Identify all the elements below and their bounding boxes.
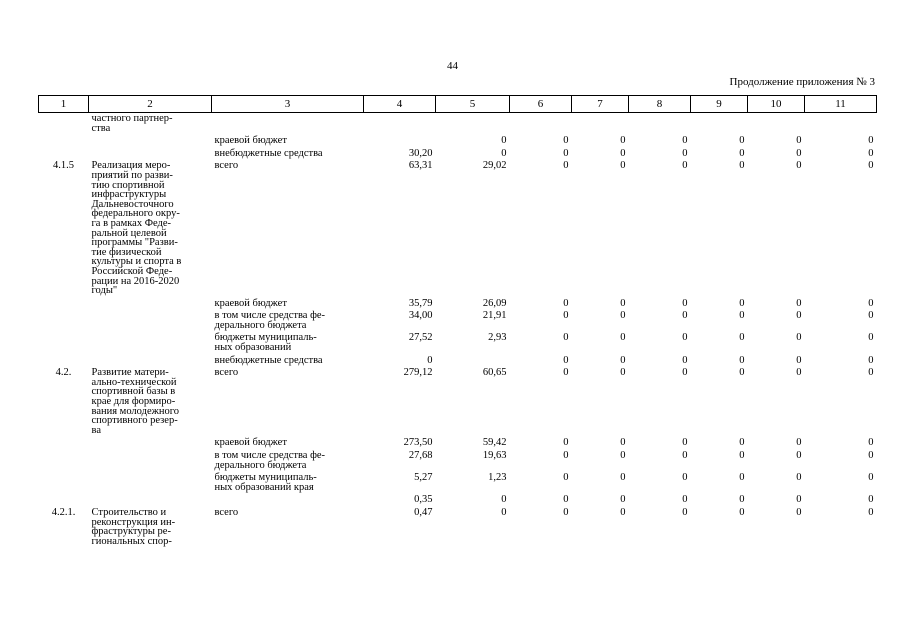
value-col-10: 0 xyxy=(796,147,802,159)
value-col-7: 0 xyxy=(620,506,626,518)
value-col-10 xyxy=(748,113,805,136)
value-col-10: 0 xyxy=(796,135,802,147)
value-col-7: 0 xyxy=(620,472,626,484)
funding-source: всего xyxy=(214,160,239,172)
table-body xyxy=(39,113,877,549)
row-number xyxy=(39,113,89,136)
row-number: 4.2.1. xyxy=(51,506,76,518)
value-col-8: 0 xyxy=(682,472,688,484)
value-col-11: 0 xyxy=(868,437,874,449)
header-row xyxy=(39,96,877,113)
value-col-4: 0,35 xyxy=(414,494,433,506)
header-col-6: 6 xyxy=(510,96,572,113)
value-col-5: 1,23 xyxy=(488,472,507,484)
value-col-5 xyxy=(436,113,510,136)
value-col-8: 0 xyxy=(682,494,688,506)
value-col-6: 0 xyxy=(563,147,569,159)
table-row xyxy=(39,113,877,136)
funding-source: краевой бюджет xyxy=(214,135,287,147)
value-col-9: 0 xyxy=(739,354,745,366)
value-col-4: 34,00 xyxy=(408,310,433,322)
value-col-4: 0 xyxy=(427,354,433,366)
value-col-10: 0 xyxy=(796,367,802,379)
row-number xyxy=(39,310,89,332)
value-col-5: 29,02 xyxy=(482,160,507,172)
table-row xyxy=(39,355,877,368)
value-col-4: 63,31 xyxy=(408,160,433,172)
table-row xyxy=(39,367,877,437)
value-col-4: 27,68 xyxy=(408,450,433,461)
value-col-11: 0 xyxy=(868,297,874,309)
value-col-8: 0 xyxy=(682,506,688,518)
activity-name: Реализация меро- приятий по разви- тию спортивной инфраструктуры Дальневосточного федерального окру- га в рамках Феде- ральной целевой программы "Разви- тие физической культуры и спорта в Российской Феде- рации на 2016-2020 годы" xyxy=(91,160,182,297)
row-number: 4.2. xyxy=(55,367,72,379)
header-col-4: 4 xyxy=(364,96,436,113)
funding-source: бюджеты муниципаль- ных образований края xyxy=(214,472,317,493)
value-col-5: 0 xyxy=(501,135,507,147)
row-number xyxy=(39,148,89,161)
row-number xyxy=(39,332,89,354)
value-col-10: 0 xyxy=(796,332,802,344)
activity-name xyxy=(89,472,212,494)
value-col-4: 279,12 xyxy=(403,367,433,379)
value-col-9: 0 xyxy=(739,494,745,506)
activity-name xyxy=(89,148,212,161)
value-col-6: 0 xyxy=(563,367,569,379)
activity-name xyxy=(89,298,212,311)
continuation-note: Продолжение приложения № 3 xyxy=(729,76,875,88)
funding-source: внебюджетные средства xyxy=(214,147,323,159)
value-col-8: 0 xyxy=(682,450,688,461)
value-col-7: 0 xyxy=(620,437,626,449)
activity-name: Развитие матери- ально-технической спортивной базы в крае для формиро- вания молодежного спортивного резер- ва xyxy=(91,367,180,436)
value-col-5 xyxy=(436,355,510,368)
value-col-5: 21,91 xyxy=(482,310,507,322)
value-col-11: 0 xyxy=(868,147,874,159)
value-col-10: 0 xyxy=(796,437,802,449)
value-col-11: 0 xyxy=(868,494,874,506)
value-col-10: 0 xyxy=(796,450,802,461)
table-row xyxy=(39,332,877,354)
value-col-5: 26,09 xyxy=(482,297,507,309)
value-col-5: 0 xyxy=(501,506,507,518)
value-col-10: 0 xyxy=(796,310,802,322)
value-col-11: 0 xyxy=(868,506,874,518)
value-col-8 xyxy=(629,113,691,136)
row-number xyxy=(39,355,89,368)
value-col-11: 0 xyxy=(868,367,874,379)
value-col-8: 0 xyxy=(682,332,688,344)
value-col-5: 0 xyxy=(501,147,507,159)
value-col-6: 0 xyxy=(563,297,569,309)
row-number: 4.1.5 xyxy=(53,160,74,172)
value-col-8: 0 xyxy=(682,297,688,309)
value-col-11: 0 xyxy=(868,450,874,461)
row-number xyxy=(39,494,89,507)
value-col-8: 0 xyxy=(682,310,688,322)
funding-source: в том числе средства фе- дерального бюджета xyxy=(214,310,326,331)
value-col-7: 0 xyxy=(620,135,626,147)
value-col-4 xyxy=(364,113,436,136)
funding-source: внебюджетные средства xyxy=(214,354,323,366)
activity-name: Строительство и реконструкция ин- фраструктуры ре- гиональных спор- xyxy=(91,506,176,547)
table-row xyxy=(39,450,877,472)
row-number xyxy=(39,298,89,311)
value-col-10: 0 xyxy=(796,472,802,484)
value-col-7: 0 xyxy=(620,147,626,159)
header-col-2: 2 xyxy=(89,96,212,113)
header-col-11: 11 xyxy=(805,96,877,113)
value-col-9: 0 xyxy=(739,160,745,172)
value-col-11: 0 xyxy=(868,310,874,322)
value-col-8: 0 xyxy=(682,147,688,159)
activity-name xyxy=(89,437,212,450)
header-col-8: 8 xyxy=(629,96,691,113)
value-col-8: 0 xyxy=(682,354,688,366)
value-col-11: 0 xyxy=(868,332,874,344)
value-col-4: 35,79 xyxy=(408,297,433,309)
funding-source: краевой бюджет xyxy=(214,297,287,309)
value-col-4: 5,27 xyxy=(414,472,433,484)
value-col-9: 0 xyxy=(739,367,745,379)
table-row xyxy=(39,494,877,507)
header-col-10: 10 xyxy=(748,96,805,113)
value-col-6: 0 xyxy=(563,354,569,366)
header-col-9: 9 xyxy=(691,96,748,113)
value-col-9: 0 xyxy=(739,450,745,461)
row-number xyxy=(39,437,89,450)
funding-source: бюджеты муниципаль- ных образований xyxy=(214,332,317,354)
value-col-4 xyxy=(364,135,436,148)
activity-name xyxy=(89,450,212,472)
value-col-10: 0 xyxy=(796,506,802,518)
value-col-9: 0 xyxy=(739,297,745,309)
value-col-7: 0 xyxy=(620,354,626,366)
header-col-7: 7 xyxy=(572,96,629,113)
value-col-4: 0,47 xyxy=(414,506,433,518)
value-col-7: 0 xyxy=(620,160,626,172)
value-col-6: 0 xyxy=(563,506,569,518)
value-col-6: 0 xyxy=(563,332,569,344)
value-col-5: 2,93 xyxy=(488,332,507,344)
header-col-1: 1 xyxy=(39,96,89,113)
value-col-7: 0 xyxy=(620,450,626,461)
table-row xyxy=(39,135,877,148)
table-row xyxy=(39,507,877,548)
value-col-11: 0 xyxy=(868,160,874,172)
value-col-10: 0 xyxy=(796,160,802,172)
value-col-6: 0 xyxy=(563,472,569,484)
value-col-9: 0 xyxy=(739,332,745,344)
value-col-7: 0 xyxy=(620,332,626,344)
value-col-8: 0 xyxy=(682,135,688,147)
value-col-7: 0 xyxy=(620,310,626,322)
activity-name: частного партнер- ства xyxy=(91,113,173,134)
header-col-3: 3 xyxy=(212,96,364,113)
value-col-7: 0 xyxy=(620,494,626,506)
value-col-8: 0 xyxy=(682,160,688,172)
value-col-7 xyxy=(572,113,629,136)
table-row xyxy=(39,160,877,297)
value-col-9 xyxy=(691,113,748,136)
row-number xyxy=(39,450,89,472)
value-col-8: 0 xyxy=(682,437,688,449)
value-col-5: 60,65 xyxy=(482,367,507,379)
activity-name xyxy=(89,494,212,507)
value-col-5: 19,63 xyxy=(482,450,507,461)
value-col-11: 0 xyxy=(868,135,874,147)
funding-source xyxy=(212,113,364,136)
funding-source: в том числе средства фе- дерального бюджета xyxy=(214,450,326,471)
table-row xyxy=(39,298,877,311)
value-col-9: 0 xyxy=(739,472,745,484)
value-col-6: 0 xyxy=(563,310,569,322)
value-col-11: 0 xyxy=(868,472,874,484)
appendix-table xyxy=(38,95,877,548)
value-col-9: 0 xyxy=(739,147,745,159)
value-col-6: 0 xyxy=(563,135,569,147)
value-col-9: 0 xyxy=(739,506,745,518)
value-col-6: 0 xyxy=(563,160,569,172)
value-col-6 xyxy=(510,113,572,136)
funding-source: краевой бюджет xyxy=(214,437,287,449)
page-number: 44 xyxy=(447,60,458,72)
value-col-5: 59,42 xyxy=(482,437,507,449)
row-number xyxy=(39,472,89,494)
value-col-5: 0 xyxy=(501,494,507,506)
value-col-4: 273,50 xyxy=(403,437,433,449)
table-row xyxy=(39,472,877,494)
value-col-9: 0 xyxy=(739,135,745,147)
activity-name xyxy=(89,135,212,148)
value-col-6: 0 xyxy=(563,450,569,461)
value-col-10: 0 xyxy=(796,354,802,366)
funding-source: всего xyxy=(214,367,239,379)
value-col-7: 0 xyxy=(620,297,626,309)
value-col-11 xyxy=(805,113,877,136)
activity-name xyxy=(89,310,212,332)
value-col-4: 27,52 xyxy=(408,332,433,344)
value-col-9: 0 xyxy=(739,310,745,322)
header-col-5: 5 xyxy=(436,96,510,113)
value-col-6: 0 xyxy=(563,437,569,449)
row-number xyxy=(39,135,89,148)
table-row xyxy=(39,310,877,332)
value-col-9: 0 xyxy=(739,437,745,449)
value-col-6: 0 xyxy=(563,494,569,506)
activity-name xyxy=(89,355,212,368)
value-col-7: 0 xyxy=(620,367,626,379)
activity-name xyxy=(89,332,212,354)
value-col-11: 0 xyxy=(868,354,874,366)
table-row xyxy=(39,148,877,161)
value-col-4: 30,20 xyxy=(408,147,433,159)
value-col-8: 0 xyxy=(682,367,688,379)
funding-source: всего xyxy=(214,506,239,518)
table-row xyxy=(39,437,877,450)
value-col-10: 0 xyxy=(796,297,802,309)
funding-source xyxy=(212,494,364,507)
value-col-10: 0 xyxy=(796,494,802,506)
